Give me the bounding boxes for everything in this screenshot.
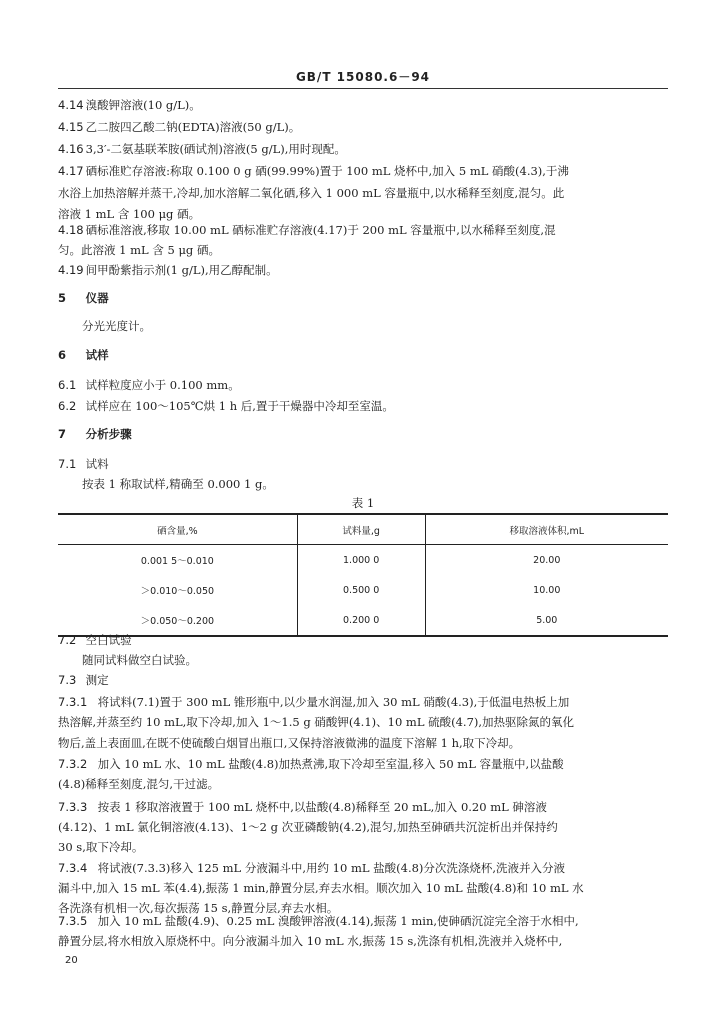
- table-cell: ＞0.010～0.050: [140, 586, 215, 597]
- clause-number: 6.1: [58, 378, 77, 392]
- clause-4-17-cont-1: 水浴上加热溶解并蒸干,冷却,加水溶解二氧化硒,移入 1 000 mL 容量瓶中,以水稀释至刻度,混匀。此: [58, 186, 565, 200]
- header-divider: [58, 88, 668, 89]
- clause-7-3-2: [58, 756, 673, 772]
- table-cell: 1.000 0: [297, 545, 425, 576]
- column-header: 试料量,g: [297, 514, 425, 545]
- section-7-heading: [58, 426, 673, 442]
- clause-text: 硒标准贮存溶液:称取 0.100 0 g 硒(99.99%)置于 100 mL 烧杯中,加入 5 mL 硝酸(4.3),于沸: [85, 164, 569, 178]
- clause-text: 试样粒度应小于 0.100 mm。: [85, 378, 240, 392]
- clause-text: 将试液(7.3.3)移入 125 mL 分液漏斗中,用约 10 mL 盐酸(4.8)分次洗涤烧杯,洗液并入分液: [97, 861, 566, 875]
- clause-number: 6.2: [58, 399, 77, 413]
- clause-text: 按表 1 移取溶液置于 100 mL 烧杯中,以盐酸(4.8)稀释至 20 mL,加入 0.20 mL 砷溶液: [97, 800, 547, 814]
- table-row: [58, 545, 668, 576]
- clause-number: 7.3.2: [58, 757, 88, 771]
- clause-number: 4.14: [58, 98, 84, 112]
- section-title: 仪器: [85, 291, 109, 305]
- clause-7-2: [58, 632, 673, 648]
- table-cell: 0.500 0: [297, 575, 425, 605]
- clause-4-16: [58, 141, 673, 157]
- clause-7-3-4-cont-1: 漏斗中,加入 15 mL 苯(4.4),振荡 1 min,静置分层,弃去水相。顺次加入 10 mL 盐酸(4.8)和 10 mL 水: [58, 881, 584, 895]
- clause-7-3-1-cont-2: 物后,盖上表面皿,在既不使硫酸白烟冒出瓶口,又保持溶液微沸的温度下溶解 1 h,取下冷却。: [58, 736, 521, 750]
- clause-7-3-3-cont-1: (4.12)、1 mL 氯化铜溶液(4.13)、1～2 g 次亚磷酸钠(4.2),混匀,加热至砷硒共沉淀析出并保持约: [58, 820, 558, 834]
- table-cell: 20.00: [425, 545, 668, 576]
- clause-text: 空白试验: [85, 633, 132, 647]
- section-6-heading: [58, 347, 673, 363]
- section-title: 试样: [85, 348, 109, 362]
- section-5-heading: [58, 290, 673, 306]
- clause-7-1: [58, 456, 673, 472]
- clause-text: 测定: [85, 673, 109, 687]
- clause-number: 7.3.3: [58, 800, 88, 814]
- clause-text: 间甲酚紫指示剂(1 g/L),用乙醇配制。: [85, 263, 278, 277]
- table-cell: 10.00: [425, 575, 668, 605]
- clause-7-3: [58, 672, 673, 688]
- clause-4-17: [58, 163, 673, 179]
- clause-text: 试样应在 100～105℃烘 1 h 后,置于干燥器中冷却至室温。: [85, 399, 394, 413]
- column-header: 硒含量,%: [157, 525, 198, 537]
- table-cell: 0.200 0: [297, 605, 425, 636]
- page-number: 20: [65, 955, 78, 966]
- clause-number: 7.2: [58, 633, 77, 647]
- clause-6-2: [58, 398, 673, 414]
- clause-7-3-1: [58, 694, 673, 710]
- clause-4-18: [58, 222, 673, 238]
- clause-4-17-cont-2: 溶液 1 mL 含 100 μg 硒。: [58, 207, 201, 221]
- clause-7-3-4-cont-2: 各洗涤有机相一次,每次振荡 15 s,静置分层,弃去水相。: [58, 901, 339, 915]
- clause-4-19: [58, 262, 673, 278]
- clause-number: 7.3.4: [58, 861, 88, 875]
- clause-number: 4.17: [58, 164, 84, 178]
- section-number: 5: [58, 291, 67, 305]
- clause-text: 加入 10 mL 盐酸(4.9)、0.25 mL 溴酸钾溶液(4.14),振荡 1 min,使砷硒沉淀完全溶于水相中,: [97, 914, 579, 928]
- clause-number: 4.19: [58, 263, 84, 277]
- clause-7-3-3-cont-2: 30 s,取下冷却。: [58, 840, 144, 854]
- clause-text: 试料: [85, 457, 109, 471]
- table-cell: ＞0.050～0.200: [140, 616, 215, 627]
- clause-text: 乙二胺四乙酸二钠(EDTA)溶液(50 g/L)。: [85, 120, 301, 134]
- column-header: 移取溶液体积,mL: [425, 514, 668, 545]
- section-number: 7: [58, 427, 67, 441]
- clause-text: 3,3′-二氨基联苯胺(硒试剂)溶液(5 g/L),用时现配。: [85, 142, 346, 156]
- clause-number: 7.3.5: [58, 914, 88, 928]
- clause-4-15: [58, 119, 673, 135]
- section-number: 6: [58, 348, 67, 362]
- clause-7-1-body: 按表 1 称取试样,精确至 0.000 1 g。: [82, 477, 274, 491]
- table-header-row: [58, 514, 668, 545]
- table-cell: 0.001 5～0.010: [140, 556, 214, 567]
- clause-text: 硒标准溶液,移取 10.00 mL 硒标准贮存溶液(4.17)于 200 mL 容量瓶中,以水稀释至刻度,混: [85, 223, 556, 237]
- table-row: [58, 575, 668, 605]
- standard-code-header: GB/T 15080.6－94: [295, 70, 431, 84]
- section-5-body: 分光光度计。: [82, 319, 151, 333]
- table-cell: 5.00: [425, 605, 668, 636]
- clause-number: 4.16: [58, 142, 84, 156]
- clause-number: 7.3.1: [58, 695, 88, 709]
- clause-7-3-2-cont-1: (4.8)稀释至刻度,混匀,干过滤。: [58, 777, 220, 791]
- clause-4-18-cont-1: 匀。此溶液 1 mL 含 5 μg 硒。: [58, 243, 220, 257]
- clause-number: 4.15: [58, 120, 84, 134]
- clause-7-2-body: 随同试料做空白试验。: [82, 653, 197, 667]
- clause-7-3-5-cont-1: 静置分层,将水相放入原烧杯中。向分液漏斗加入 10 mL 水,振荡 15 s,洗涤有机相,洗液并入烧杯中,: [58, 934, 563, 948]
- clause-7-3-1-cont-1: 热溶解,并蒸至约 10 mL,取下冷却,加入 1～1.5 g 硝酸钾(4.1)、10 mL 硫酸(4.7),加热驱除氮的氧化: [58, 715, 575, 729]
- clause-text: 加入 10 mL 水、10 mL 盐酸(4.8)加热煮沸,取下冷却至室温,移入 50 mL 容量瓶中,以盐酸: [97, 757, 564, 771]
- clause-number: 7.1: [58, 457, 77, 471]
- clause-7-3-5: [58, 913, 673, 929]
- clause-number: 7.3: [58, 673, 77, 687]
- clause-text: 溴酸钾溶液(10 g/L)。: [85, 98, 201, 112]
- table-1: [58, 513, 668, 637]
- clause-text: 将试料(7.1)置于 300 mL 锥形瓶中,以少量水润湿,加入 30 mL 硝酸(4.3),于低温电热板上加: [97, 695, 570, 709]
- clause-number: 4.18: [58, 223, 84, 237]
- table-caption: 表 1: [351, 496, 375, 510]
- clause-7-3-3: [58, 799, 673, 815]
- clause-4-14: [58, 97, 673, 113]
- clause-6-1: [58, 377, 673, 393]
- clause-7-3-4: [58, 860, 673, 876]
- section-title: 分析步骤: [85, 427, 132, 441]
